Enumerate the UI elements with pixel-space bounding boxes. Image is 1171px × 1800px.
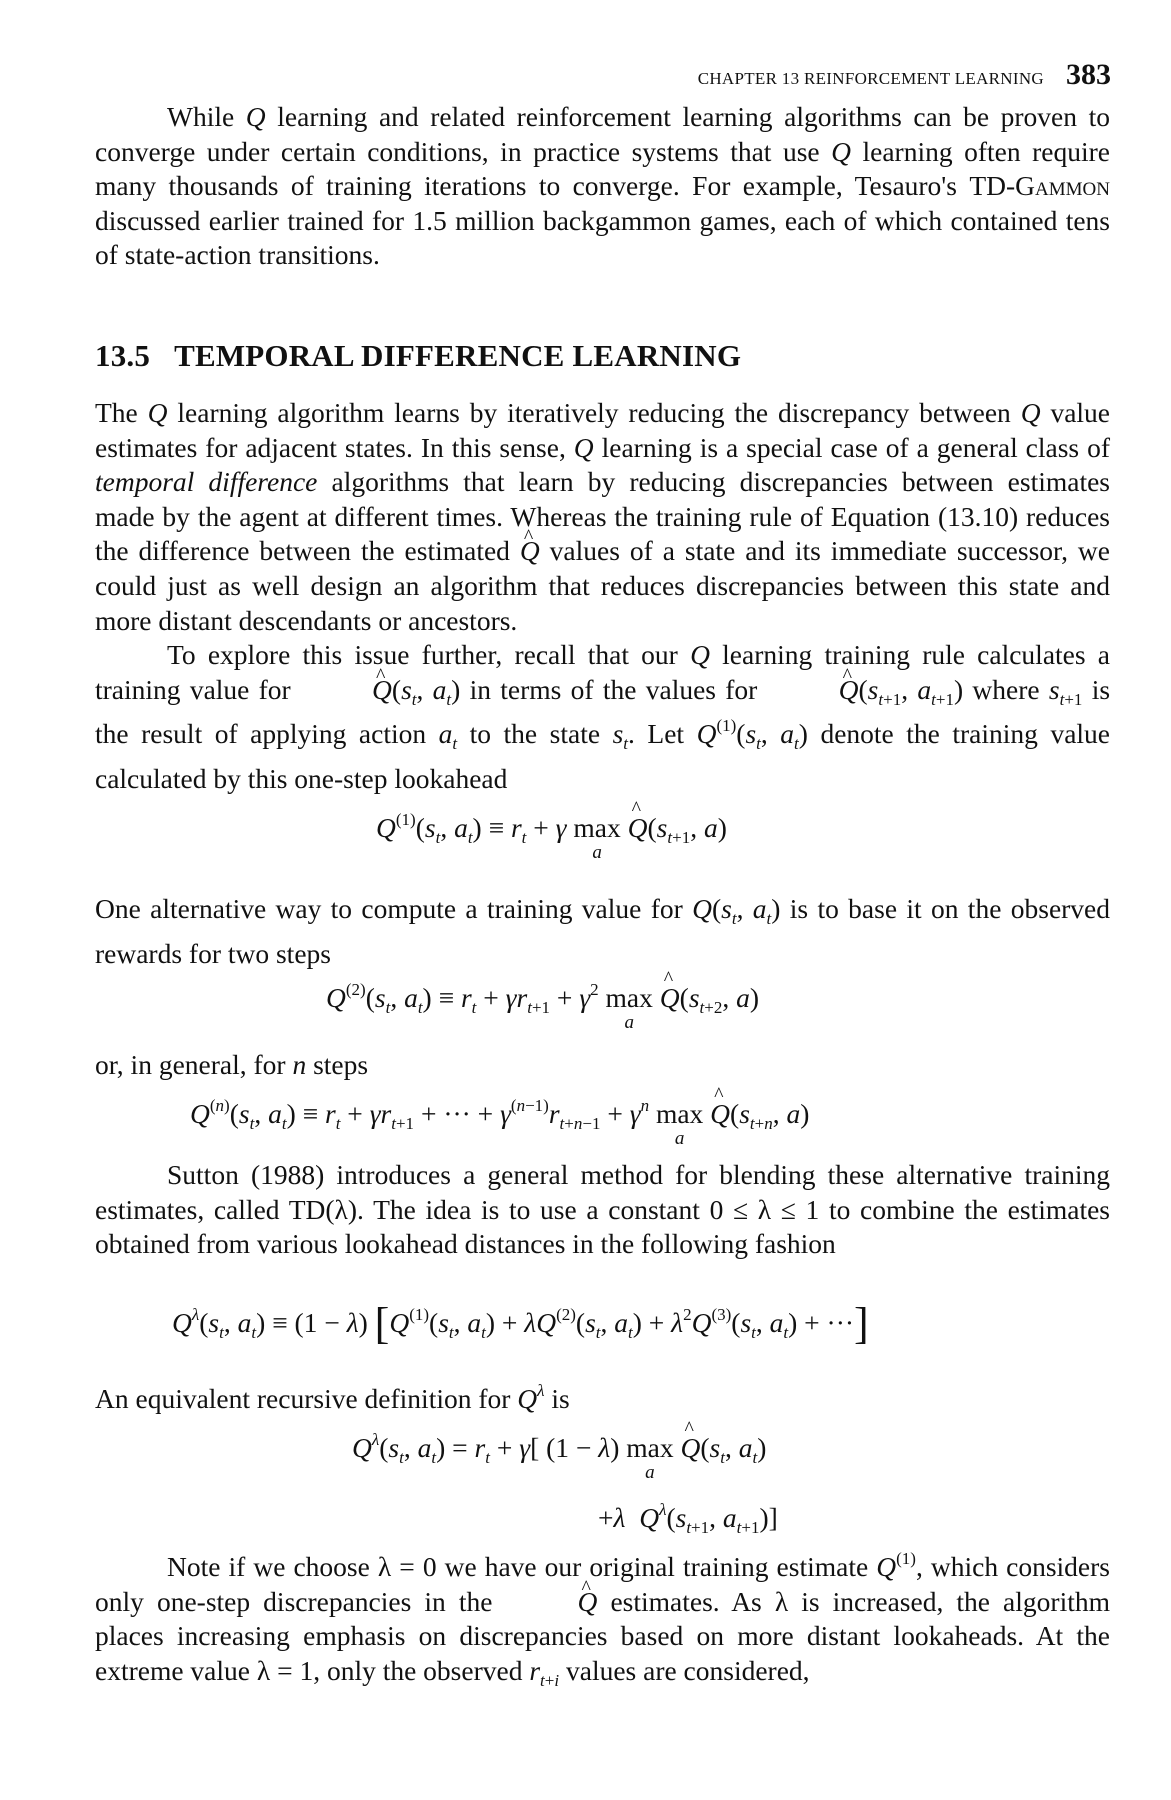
paragraph-two-steps: One alternative way to compute a training value for $Q(s_t$, $a_t$) is to base it on the observed rewards for two steps <box>95 893 1111 969</box>
paragraph-intro: While Q learning and related reinforcement learning algorithms can be proven to converge under certain conditions, in practice systems that use Q learning often require many thousands of training iterations to converge. For example, Tesauro's TD-Gammon discussed earlier trained for 1.5 million backgammon games, each of which contained tens of state-action transitions. <box>95 101 1110 271</box>
running-title: CHAPTER 13 REINFORCEMENT LEARNING <box>697 69 1044 88</box>
equation-n-step: $Q^{(n)}(s_t$, $a_t) \equiv r_t + \gamma r_{t+1}$ + ··· + $\gamma^{(n-1)}r_{t+n-1} + \gamma^n$ max a ^ $Q(s_{t+n}$, a) <box>190 1098 809 1134</box>
page-number: 383 <box>1066 58 1111 91</box>
equation-one-step: $Q^{(1)}(s_t$, $a_t) \equiv r_t + \gamma$ max a ^ $Q(s_{t+1}$, a) <box>376 812 727 848</box>
paragraph-temporal-difference-text: The Q learning algorithm learns by iteratively reducing the discrepancy between Q value estimates for adjacent states. In this sense, Q learning is a special case of a general class of temporal difference algorithms that learn by reducing discrepancies between estimates made by the agent at different times. Whereas the training rule of Equation (13.10) reduces the difference between the estimated ^ Q values of a state and its immediate successor, we could just as well design an algorithm that reduces discrepancies between this state and more distant descendants or ancestors. To explore this issue further, recall that our Q learning training rule calculates a training value for ^ $Q(s_t$, $a_t$) in terms of the values for ^ $Q(s_{t+1}$, $a_{t+1}$) where $s_{t+1}$ is the result of applying action $a_t$ to the state $s_t$. Let $Q^{(1)}(s_t$, $a_t$) denote the training value calculated by this one-step lookahead <box>95 396 1110 797</box>
paragraph-lambda-note: Note if we choose λ = 0 we have our original training estimate $Q^{(1)}$, which considers only one-step discrepancies in the ^ Q estimates. As λ is increased, the algorithm places increasing emphasis on discrepancies based on more distant lookaheads. At the extreme value λ = 1, only the observed $r_{t+i}$ values are considered, <box>95 1550 1110 1698</box>
section-number: 13.5 <box>95 338 151 373</box>
equation-recursive-line2: +λ $Q^\lambda(s_{t+1}$, $a_{t+1}$)] <box>598 1500 778 1537</box>
paragraph-n-steps: or, in general, for n steps <box>95 1049 369 1080</box>
equation-lambda: $Q^\lambda(s_t$, $a_t) \equiv (1 - \lambda)$ [$Q^{(1)}(s_t$, $a_t) + \lambda Q^{(2)}(s_t$, $a_t) + \lambda^2Q^{(3)}(s_t$, $a_t$) + ···] <box>172 1299 869 1348</box>
equation-two-step: $Q^{(2)}(s_t$, $a_t) \equiv r_t + \gamma r_{t+1} + \gamma^2$ max a ^ $Q(s_{t+2}$, a) <box>326 982 759 1018</box>
equation-recursive-line1: $Q^\lambda(s_t$, $a_t) = r_t + \gamma$[ (1 − λ) max a ^ $Q(s_t$, $a_t$) <box>352 1432 766 1468</box>
section-title: TEMPORAL DIFFERENCE LEARNING <box>174 338 742 373</box>
paragraph-temporal-difference <box>95 342 1110 377</box>
paragraph-td-lambda: Sutton (1988) introduces a general method for blending these alternative training estimates, called TD(λ). The idea is to use a constant 0 ≤ λ ≤ 1 to combine the estimates obtained from various lookahead distances in the following fashion <box>95 1159 1110 1260</box>
running-header <box>698 58 1111 92</box>
paragraph-recursive: An equivalent recursive definition for $Q^\lambda$ is <box>95 1381 570 1414</box>
